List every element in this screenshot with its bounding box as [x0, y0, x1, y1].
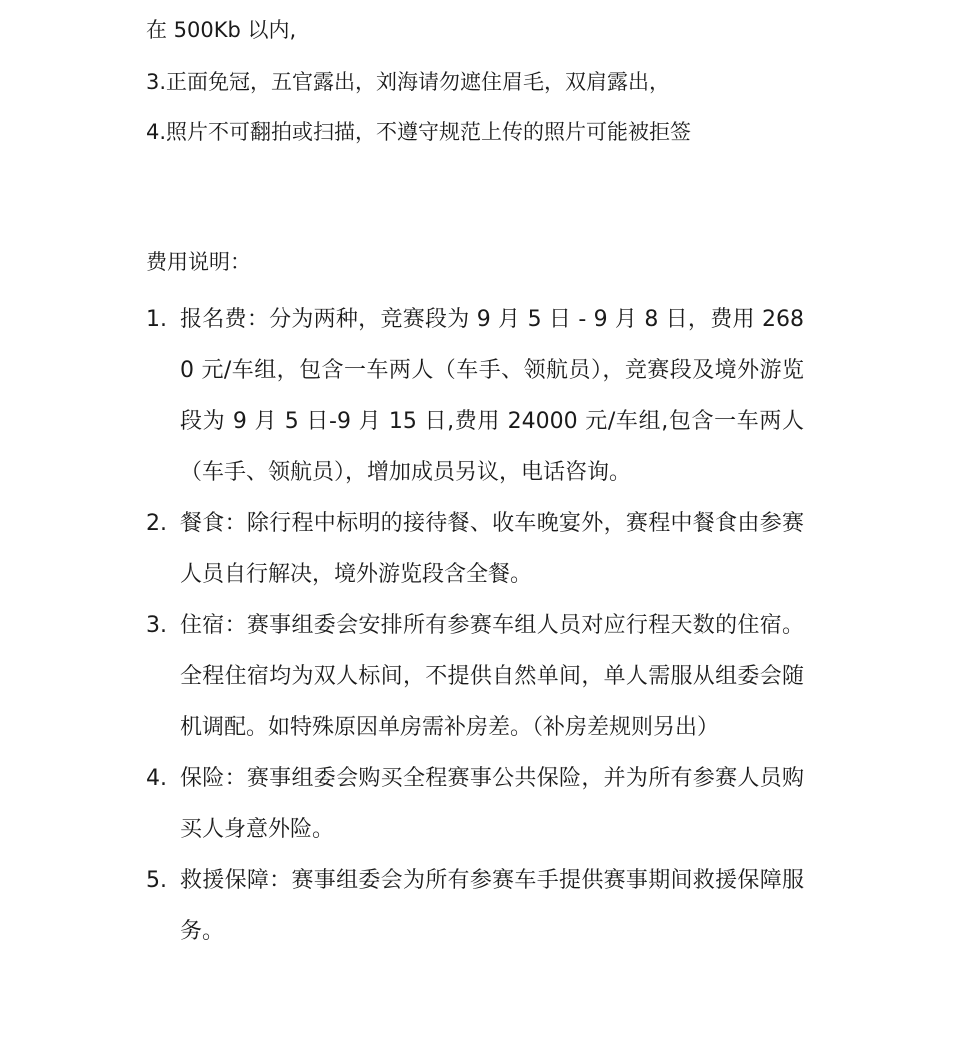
fee-item-number: 1.: [146, 307, 167, 332]
fee-item-registration: [146, 294, 826, 498]
fee-item-text: 救援保障：赛事组委会为所有参赛车手提供赛事期间救援保障服务。: [180, 868, 804, 944]
fee-list: [146, 294, 826, 957]
fee-item-text: 餐食：除行程中标明的接待餐、收车晚宴外，赛程中餐食由参赛人员自行解决，境外游览段含全餐。: [180, 511, 804, 587]
photo-face-requirement: 3.正面免冠，五官露出，刘海请勿遮住眉毛，双肩露出，: [146, 70, 671, 94]
fee-item-rescue: [146, 855, 826, 957]
fee-item-number: 3.: [146, 613, 167, 638]
fee-item-insurance: [146, 753, 826, 855]
fee-item-number: 5.: [146, 868, 167, 893]
fee-item-number: 2.: [146, 511, 167, 536]
photo-size-requirement: 在 500Kb 以内,: [146, 18, 297, 42]
fee-item-text: 保险：赛事组委会购买全程赛事公共保险，并为所有参赛人员购买人身意外险。: [180, 766, 804, 842]
fee-item-accommodation: [146, 600, 826, 753]
fee-item-text: 报名费：分为两种，竞赛段为 9 月 5 日 - 9 月 8 日，费用 2680 元/车组，包含一车两人（车手、领航员），竞赛段及境外游览段为 9 月 5 日-9 月 15 日,费用 24000 元/车组,包含一车两人（车手、领航员），增加成员另议，电话咨询。: [180, 307, 804, 485]
fee-item-meals: [146, 498, 826, 600]
fee-section-heading: 费用说明：: [146, 250, 251, 274]
fee-item-number: 4.: [146, 766, 167, 791]
photo-scan-requirement: 4.照片不可翻拍或扫描，不遵守规范上传的照片可能被拒签: [146, 120, 692, 144]
fee-item-text: 住宿：赛事组委会安排所有参赛车组人员对应行程天数的住宿。全程住宿均为双人标间，不提供自然单间，单人需服从组委会随机调配。如特殊原因单房需补房差。（补房差规则另出）: [180, 613, 804, 740]
